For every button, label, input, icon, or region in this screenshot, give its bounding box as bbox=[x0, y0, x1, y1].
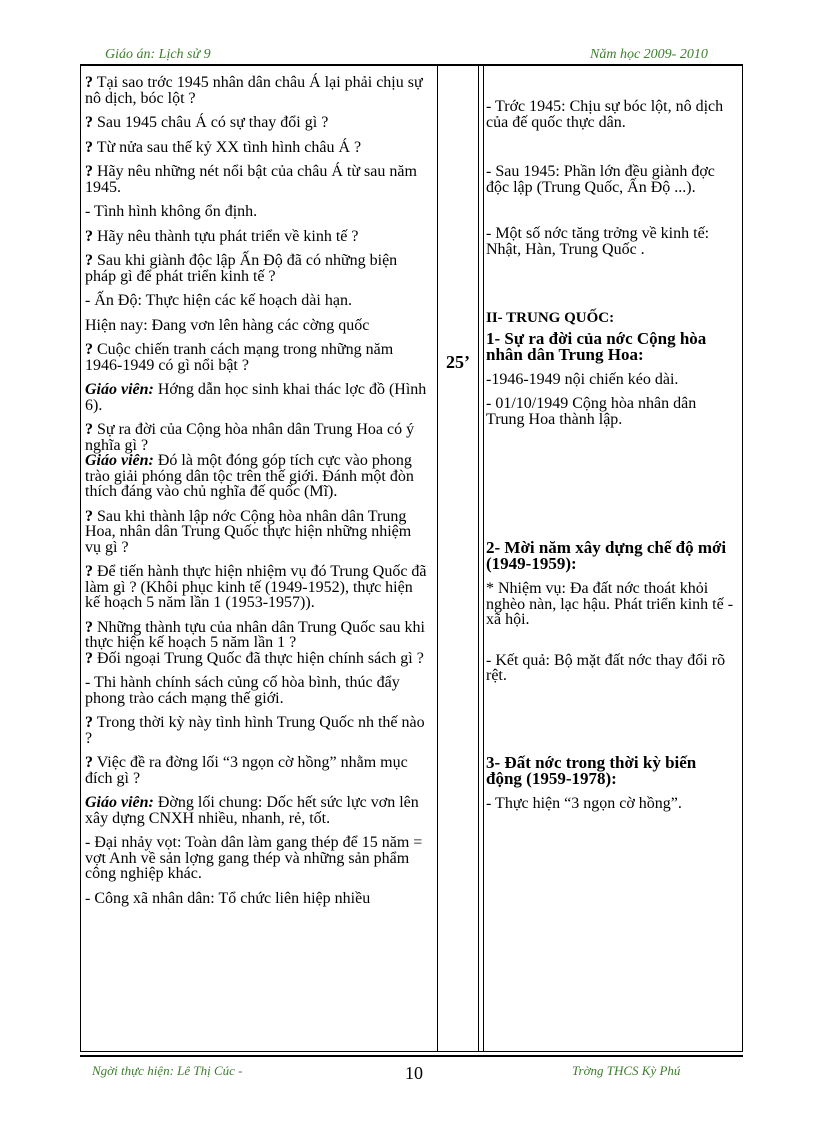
left-para-16: ? Những thành tựu của nhân dân Trung Quốc sau khi thực hiện kế hoạch 5 năm lần 1 ? bbox=[85, 618, 425, 651]
section-heading-china: II- TRUNG QUỐC: bbox=[486, 310, 615, 326]
left-para-14: ? Sau khi thành lập nớc Cộng hòa nhân dân Trung Hoa, nhân dân Trung Quốc thực hiện những nhiệm vụ gì ? bbox=[85, 507, 412, 556]
left-para-2: ? Sau 1945 châu Á có sự thay đổi gì ? bbox=[85, 114, 329, 131]
right-para-6: * Nhiệm vụ: Đa đất nớc thoát khỏi nghèo nàn, lạc hậu. Phát triển kinh tế - xã hội. bbox=[486, 580, 734, 628]
left-para-4: ? Hãy nêu những nét nổi bật của châu Á từ sau năm 1945. bbox=[85, 163, 417, 196]
left-para-11: Giáo viên: Hớng dẫn học sinh khai thác lợc đồ (Hình 6). bbox=[85, 381, 427, 414]
heading-1: 1- Sự ra đời của nớc Cộng hòa nhân dân Trung Hoa: bbox=[486, 328, 707, 364]
page-number: 10 bbox=[405, 1063, 423, 1083]
content-summary-column bbox=[486, 75, 736, 811]
left-para-17: ? Đối ngoại Trung Quốc đã thực hiện chính sách gì ? bbox=[85, 649, 424, 667]
left-para-10: ? Cuộc chiến tranh cách mạng trong những năm 1946-1949 có gì nổi bật ? bbox=[85, 341, 394, 374]
col-divider-1 bbox=[437, 64, 438, 1052]
left-para-12: ? Sự ra đời của Cộng hòa nhân dân Trung Hoa có ý nghĩa gì ? bbox=[85, 421, 415, 454]
heading-2: 2- Mời năm xây dựng chế độ mới (1949-1959): bbox=[486, 538, 727, 573]
col-divider-3 bbox=[483, 64, 484, 1052]
right-para-8: - Thực hiện “3 ngọn cờ hồng”. bbox=[486, 794, 682, 812]
left-para-8: - Ấn Độ: Thực hiện các kế hoạch dài hạn. bbox=[85, 292, 352, 309]
left-para-20: ? Việc đề ra đờng lối “3 ngọn cờ hồng” nhằm mục đích gì ? bbox=[85, 754, 408, 787]
left-para-18: - Thi hành chính sách củng cố hòa bình, thúc đẩy phong trào cách mạng thế giới. bbox=[85, 674, 400, 707]
left-para-5: - Tình hình không ổn định. bbox=[85, 203, 258, 220]
heading-3: 3- Đất nớc trong thời kỳ biến động (1959-1978): bbox=[486, 752, 697, 788]
table-left-border bbox=[80, 64, 81, 1052]
right-para-3: - Một số nớc tăng trởng về kinh tế: Nhật, Hàn, Trung Quốc . bbox=[486, 225, 710, 258]
footer-school: Trờng THCS Kỳ Phú bbox=[572, 1063, 681, 1078]
left-para-22: - Đại nhảy vọt: Toàn dân làm gang thép để 15 năm = vợt Anh về sản lợng gang thép và những sản phẩm công nghiệp khác. bbox=[85, 834, 423, 882]
left-para-13: Giáo viên: Đó là một đóng góp tích cực vào phong trào giải phóng dân tộc trên thế giới. Đánh một đòn thích đáng vào chủ nghĩa đế quốc (Mĩ). bbox=[85, 452, 414, 500]
table-right-border bbox=[742, 64, 743, 1052]
left-para-9: Hiện nay: Đang vơn lên hàng các cờng quốc bbox=[85, 316, 370, 334]
footer-rule bbox=[80, 1055, 743, 1057]
footer-author: Ngời thực hiện: Lê Thị Cúc - bbox=[92, 1063, 243, 1078]
table-top-border bbox=[80, 64, 743, 66]
time-allocation: 25’ bbox=[446, 352, 470, 372]
left-para-19: ? Trong thời kỳ này tình hình Trung Quốc nh thế nào ? bbox=[85, 714, 425, 747]
col-divider-2 bbox=[478, 64, 479, 1052]
left-para-1: ? Tại sao trớc 1945 nhân dân châu Á lại phải chịu sự nô dịch, bóc lột ? bbox=[85, 74, 423, 107]
left-para-15: ? Để tiến hành thực hiện nhiệm vụ đó Trung Quốc đã làm gì ? (Khôi phục kinh tế (1949-1952), thực hiện kế hoạch 5 năm lần 1 (1953-1957)). bbox=[85, 563, 427, 611]
left-para-7: ? Sau khi giành độc lập Ấn Độ đã có những biện pháp gì để phát triển kinh tế ? bbox=[85, 252, 398, 285]
left-para-21: Giáo viên: Đờng lối chung: Dốc hết sức lực vơn lên xây dựng CNXH nhiều, nhanh, rẻ, tốt. bbox=[85, 794, 419, 827]
header-left: Giáo án: Lịch sử 9 bbox=[105, 47, 211, 62]
table-bottom-border bbox=[80, 1051, 743, 1052]
right-para-5: - 01/10/1949 Cộng hòa nhân dân Trung Hoa thành lập. bbox=[486, 395, 697, 428]
teaching-questions-column bbox=[85, 75, 430, 906]
left-para-3: ? Từ nửa sau thế kỷ XX tình hình châu Á ? bbox=[85, 138, 362, 156]
right-para-7: - Kết quả: Bộ mặt đất nớc thay đổi rõ rệt. bbox=[486, 651, 726, 684]
right-para-2: - Sau 1945: Phần lớn đều giành đợc độc lập (Trung Quốc, Ấn Độ ...). bbox=[486, 163, 715, 196]
right-para-4: -1946-1949 nội chiến kéo dài. bbox=[486, 370, 679, 388]
header-right: Năm học 2009- 2010 bbox=[590, 47, 708, 62]
left-para-6: ? Hãy nêu thành tựu phát triển về kinh tế ? bbox=[85, 227, 359, 245]
right-para-1: - Trớc 1945: Chịu sự bóc lột, nô dịch của đế quốc thực dân. bbox=[486, 98, 724, 131]
left-para-23: - Công xã nhân dân: Tổ chức liên hiệp nhiều bbox=[85, 889, 371, 907]
